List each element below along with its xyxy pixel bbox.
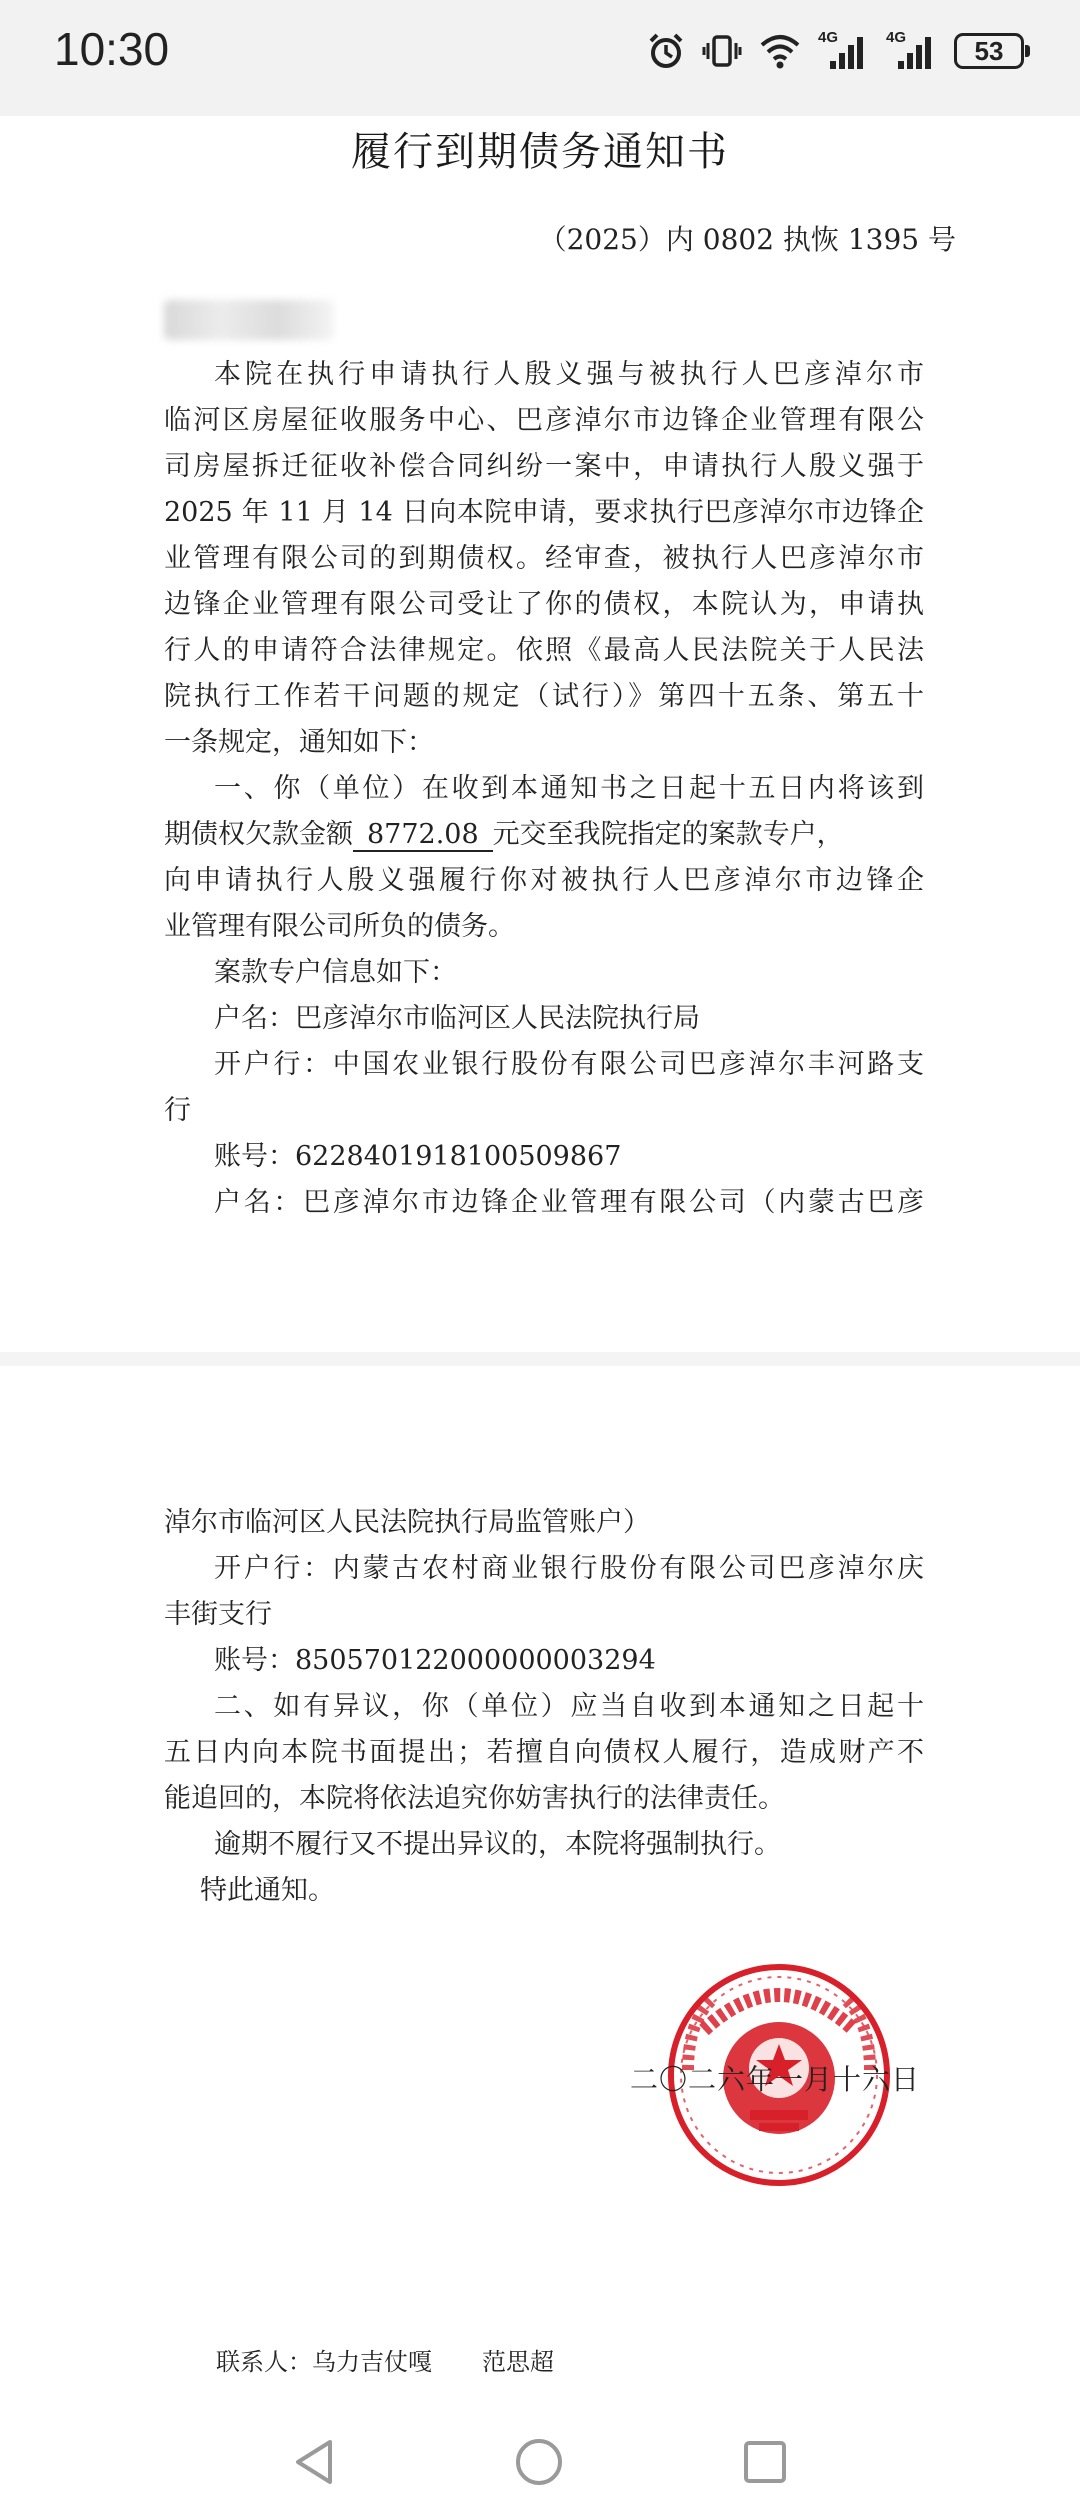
battery-level: 53 — [974, 35, 1004, 66]
account2-name: 户名：巴彦淖尔市边锋企业管理有限公司（内蒙古巴彦 — [214, 1187, 924, 1218]
vibrate-icon — [702, 31, 742, 71]
alarm-icon — [646, 31, 686, 71]
account1-bank: 开户行：中国农业银行股份有限公司巴彦淖尔丰河路支 — [214, 1049, 924, 1080]
signal-icon: 4G — [818, 31, 870, 71]
account2-number: 账号：850570122000000003294 — [214, 1645, 656, 1676]
contact-name: 乌力吉仗嘎 — [312, 2348, 432, 2376]
sign-date: 二〇二六年一月十六日 — [630, 2063, 921, 2096]
body-line: 本院在执行申请执行人殷义强与被执行人巴彦淖尔市 — [214, 359, 924, 390]
account2-bank: 开户行：内蒙古农村商业银行股份有限公司巴彦淖尔庆 — [214, 1553, 924, 1584]
status-icons — [646, 28, 1024, 74]
body-line: 司房屋拆迁征收补偿合同纠纷一案中，申请执行人殷义强于 — [164, 451, 924, 482]
account1-name: 户名：巴彦淖尔市临河区人民法院执行局 — [214, 1003, 700, 1034]
status-bar — [0, 0, 1080, 116]
item1-line: 向申请执行人殷义强履行你对被执行人巴彦淖尔市边锋企 — [164, 865, 924, 896]
contact-line: 联系人：乌力吉仗嘎 范思超 — [216, 2348, 554, 2376]
body-line: 临河区房屋征收服务中心、巴彦淖尔市边锋企业管理有限公 — [164, 405, 924, 436]
account1-number: 账号：6228401918100509867 — [214, 1141, 622, 1172]
closing-text: 特此通知。 — [200, 1875, 335, 1906]
redacted-recipient — [164, 300, 334, 340]
status-time: 10:30 — [54, 23, 170, 75]
contact-name: 范思超 — [482, 2348, 554, 2376]
home-icon[interactable] — [514, 2437, 564, 2487]
signal-icon: 4G — [886, 31, 938, 71]
item1-line-amount: 期债权欠款金额 8772.08 元交至我院指定的案款专户， — [164, 819, 844, 850]
back-icon[interactable] — [292, 2437, 336, 2487]
navigation-bar — [0, 2420, 1080, 2504]
body-line: 业管理有限公司的到期债权。经审查，被执行人巴彦淖尔市 — [164, 543, 924, 574]
body-line: 院执行工作若干问题的规定（试行）》第四十五条、第五十 — [164, 681, 924, 712]
battery-icon — [954, 33, 1024, 69]
recents-icon[interactable] — [742, 2439, 788, 2485]
account1-bank-cont: 行 — [164, 1095, 191, 1126]
account2-name-cont: 淖尔市临河区人民法院执行局监管账户） — [164, 1507, 650, 1538]
document-title: 履行到期债务通知书 — [351, 129, 729, 175]
body-line: 边锋企业管理有限公司受让了你的债权，本院认为，申请执 — [164, 589, 924, 620]
case-number: （2025）内 0802 执恢 1395 号 — [538, 223, 956, 256]
overdue-notice: 逾期不履行又不提出异议的，本院将强制执行。 — [214, 1829, 781, 1860]
page-divider — [0, 1352, 1080, 1366]
item1-line: 业管理有限公司所负的债务。 — [164, 911, 515, 942]
account-intro: 案款专户信息如下： — [214, 957, 457, 988]
item2-line: 二、如有异议，你（单位）应当自收到本通知之日起十 — [214, 1691, 924, 1722]
body-line: 行人的申请符合法律规定。依照《最高人民法院关于人民法 — [164, 635, 924, 666]
body-line: 2025 年 11 月 14 日向本院申请，要求执行巴彦淖尔市边锋企 — [164, 497, 924, 528]
item2-line: 能追回的，本院将依法追究你妨害执行的法律责任。 — [164, 1783, 785, 1814]
item2-line: 五日内向本院书面提出；若擅自向债权人履行，造成财产不 — [164, 1737, 924, 1768]
item1-line: 一、你（单位）在收到本通知书之日起十五日内将该到 — [214, 773, 924, 804]
debt-amount: 8772.08 — [353, 819, 493, 852]
wifi-icon — [758, 31, 802, 71]
body-line: 一条规定，通知如下： — [164, 727, 434, 758]
account2-bank-cont: 丰街支行 — [164, 1599, 272, 1630]
